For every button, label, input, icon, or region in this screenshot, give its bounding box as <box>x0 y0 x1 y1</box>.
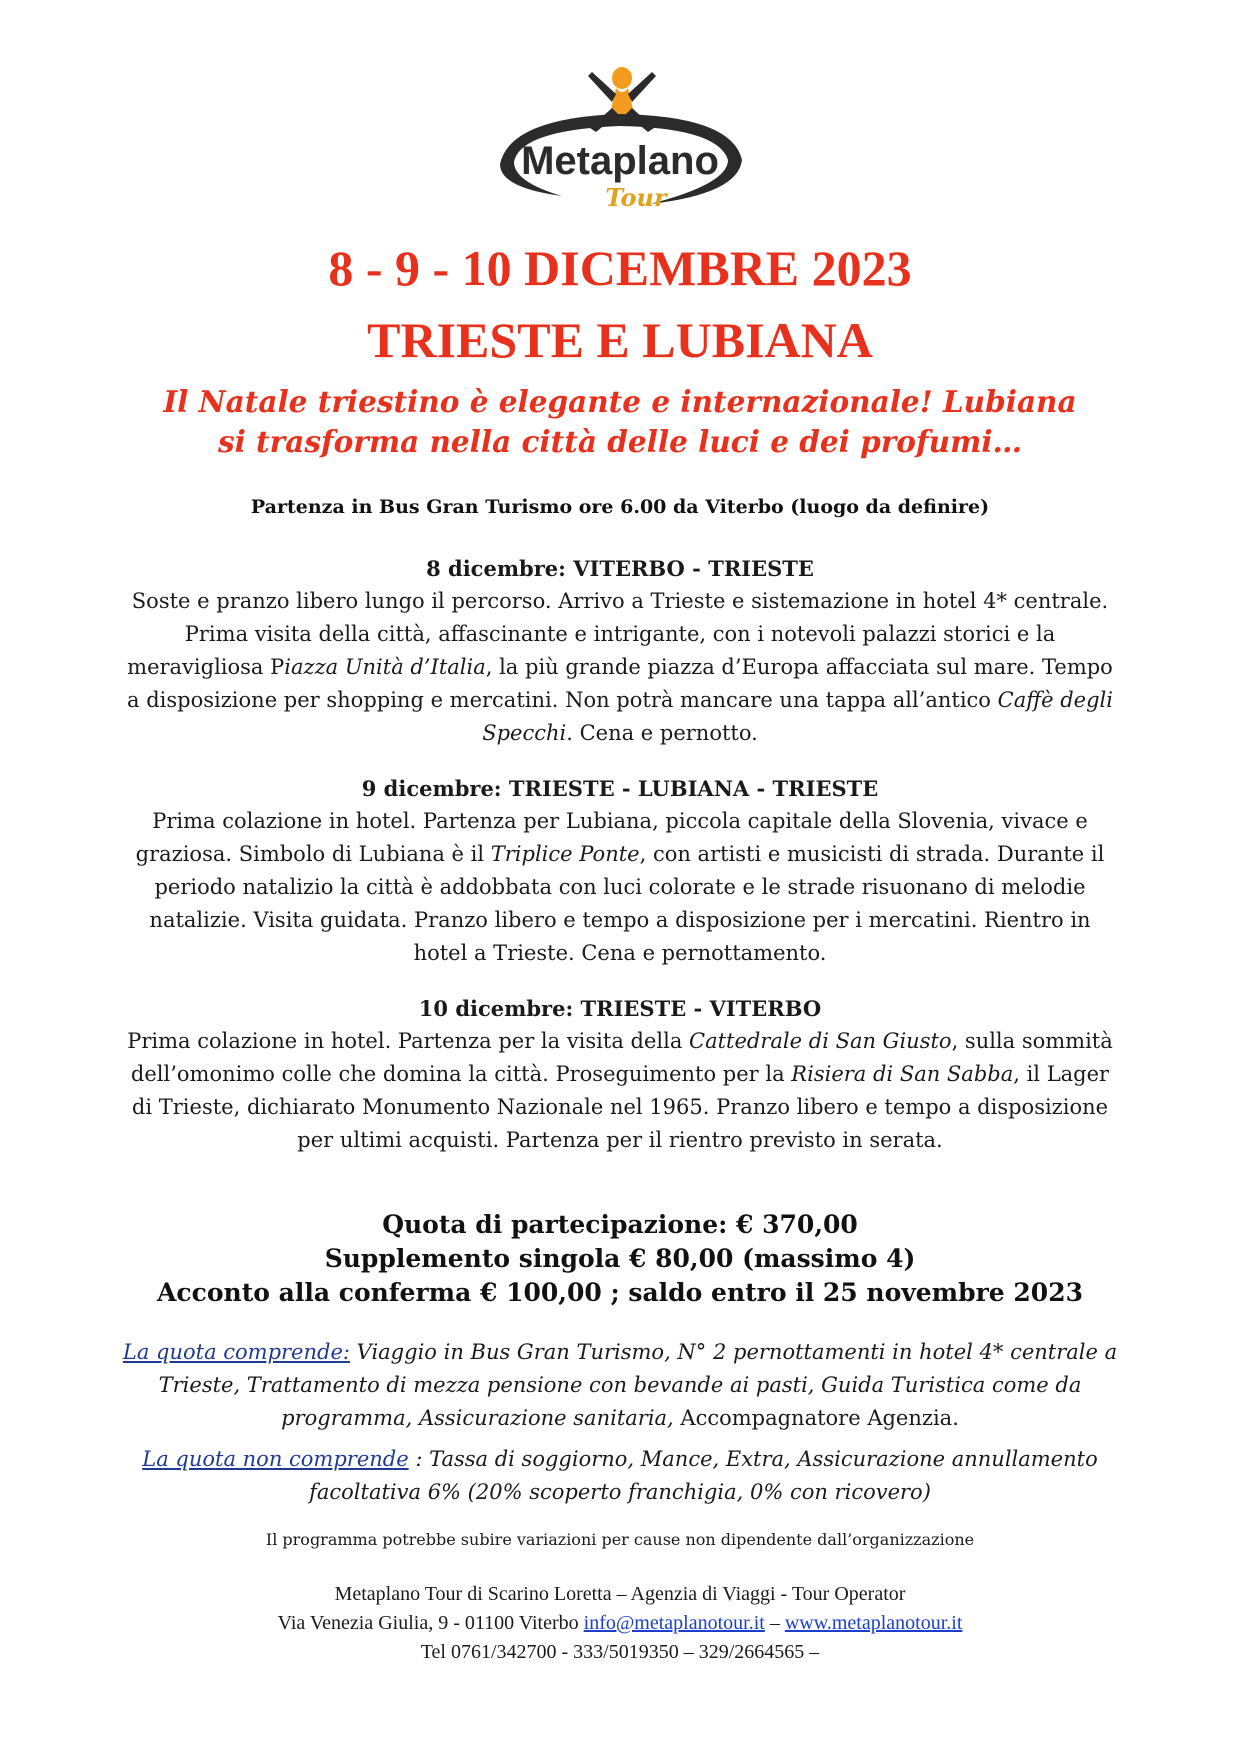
website-link[interactable]: www.metaplanotour.it <box>784 1612 963 1634</box>
price-quota: Quota di partecipazione: € 370,00 <box>382 1210 858 1239</box>
day-2-heading: 9 dicembre: TRIESTE - LUBIANA - TRIESTE <box>361 776 879 801</box>
footer-phones: Tel 0761/342700 - 333/5019350 – 329/2664565 – <box>420 1641 820 1663</box>
day-3-section <box>120 992 1120 1157</box>
day-2-text-b: , con artisti e musicisti di strada. Durante il periodo natalizio la città è addobbata con luci colorate e le strade risuonano di melodie natalizie. Visita guidata. Pranzo libero e tempo a disposizione per i mercatini. Rientro in hotel a Trieste. Cena e pernottamento. <box>149 842 1105 965</box>
day-2-italic-a: Triplice Ponte <box>490 842 640 866</box>
day-1-text-c: . Cena e pernotto. <box>566 721 758 745</box>
excludes-section <box>110 1443 1130 1509</box>
day-2-description <box>120 805 1120 970</box>
day-1-italic-b: Caffè degli Specchi <box>482 688 1113 745</box>
footer-separator: – <box>764 1612 785 1634</box>
excludes-label: La quota non comprende <box>142 1447 409 1471</box>
day-1-description <box>120 585 1120 750</box>
footer <box>0 1580 1240 1667</box>
includes-text: Viaggio in Bus Gran Turismo, N° 2 pernottamenti in hotel 4* centrale a Trieste, Trattamento di mezza pensione con bevande ai pasti, Guida Turistica come da programma, Assicurazione sanitaria, <box>158 1340 1118 1430</box>
subtitle <box>0 382 1240 462</box>
subtitle-line-1: Il Natale triestino è elegante e internazionale! Lubiana <box>163 384 1077 419</box>
price-deposit: Acconto alla conferma € 100,00 ; saldo entro il 25 novembre 2023 <box>157 1278 1083 1307</box>
price-single-supplement: Supplemento singola € 80,00 (massimo 4) <box>324 1244 916 1273</box>
email-link[interactable]: info@metaplanotour.it <box>583 1612 765 1634</box>
day-1-text-a: Soste e pranzo libero lungo il percorso. Arrivo a Trieste e sistemazione in hotel 4* centrale. Prima visita della città, affascinante e intrigante, con i notevoli palazzi storici e la meravigliosa P <box>127 589 1109 679</box>
excludes-text: : Tassa di soggiorno, Mance, Extra, Assicurazione annullamento facoltativa 6% (20% scoperto franchigia, 0% con ricovero) <box>309 1447 1098 1504</box>
subtitle-line-2: si trasforma nella città delle luci e dei profumi… <box>217 424 1023 459</box>
day-3-text-a: Prima colazione in hotel. Partenza per la visita della <box>127 1029 690 1053</box>
day-3-text-b: , sulla sommità dell’omonimo colle che domina la città. Proseguimento per la <box>130 1029 1113 1086</box>
day-3-italic-a: Cattedrale di San Giusto <box>689 1029 952 1053</box>
includes-section <box>110 1336 1130 1435</box>
footer-address: Via Venezia Giulia, 9 - 01100 Viterbo <box>277 1612 584 1634</box>
day-2-text-a: Prima colazione in hotel. Partenza per Lubiana, piccola capitale della Slovenia, vivace e graziosa. Simbolo di Lubiana è il <box>135 809 1088 866</box>
destination-title: TRIESTE E LUBIANA <box>367 312 873 368</box>
day-3-text-c: , il Lager di Trieste, dichiarato Monumento Nazionale nel 1965. Pranzo libero e tempo a disposizione per ultimi acquisti. Partenza per il rientro previsto in serata. <box>131 1062 1110 1152</box>
includes-label: La quota comprende: <box>122 1340 350 1364</box>
disclaimer-note: Il programma potrebbe subire variazioni per cause non dipendente dall’organizzazione <box>265 1530 975 1549</box>
day-3-italic-b: Risiera di San Sabba <box>791 1062 1014 1086</box>
day-3-heading: 10 dicembre: TRIESTE - VITERBO <box>418 996 822 1021</box>
pricing-block <box>0 1208 1240 1310</box>
departure-info: Partenza in Bus Gran Turismo ore 6.00 da Viterbo (luogo da definire) <box>250 496 990 518</box>
day-1-section <box>120 552 1120 750</box>
day-1-heading: 8 dicembre: VITERBO - TRIESTE <box>426 556 814 581</box>
day-1-italic-a: iazza Unità d’Italia <box>284 655 486 679</box>
logo-script: Tour <box>605 183 667 212</box>
footer-contacts <box>0 1609 1240 1638</box>
day-1-text-b: , la più grande piazza d’Europa affacciata sul mare. Tempo a disposizione per shopping e mercatini. Non potrà mancare una tappa all’antico <box>127 655 1113 712</box>
metaplano-tour-logo <box>0 66 1240 216</box>
dates-title: 8 - 9 - 10 DICEMBRE 2023 <box>328 240 912 296</box>
includes-tail: Accompagnatore Agenzia. <box>673 1406 959 1430</box>
day-2-section <box>120 772 1120 970</box>
day-3-description <box>120 1025 1120 1157</box>
logo-wordmark: Metaplano <box>521 139 719 183</box>
footer-agency: Metaplano Tour di Scarino Loretta – Agenzia di Viaggi - Tour Operator <box>334 1583 906 1605</box>
